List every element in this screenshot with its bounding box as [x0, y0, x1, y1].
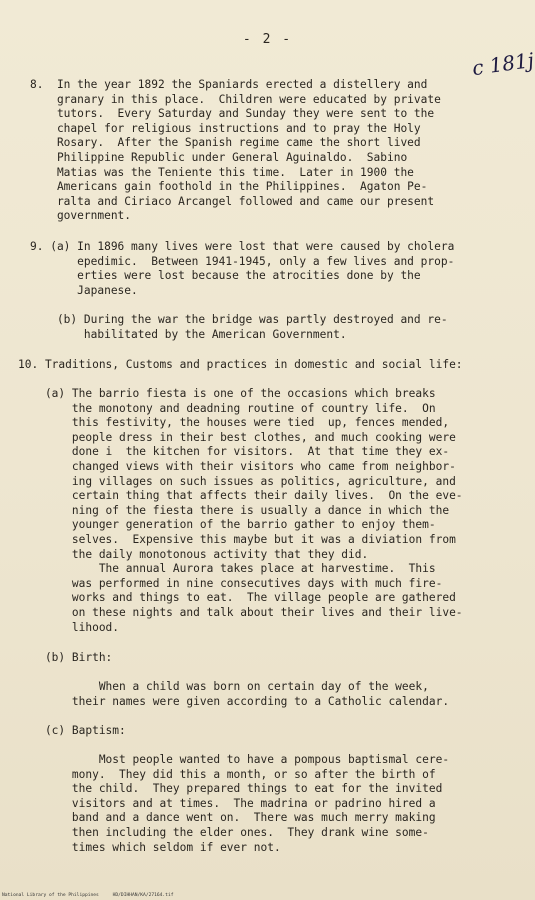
paragraph-p10c_body: [18, 753, 449, 855]
text-line: The annual Aurora takes place at harvestime. This: [18, 562, 436, 576]
text-line: visitors and at times. The madrina or padrino hired a: [18, 796, 436, 810]
paragraph-p10b_body: [18, 680, 449, 709]
paragraph-p9a: [30, 240, 454, 298]
text-line: Rosary. After the Spanish regime came the short lived: [30, 136, 421, 150]
text-line: When a child was born on certain day of the week,: [18, 680, 429, 693]
text-line: younger generation of the barrio gather to enjoy them-: [18, 518, 436, 532]
text-line: ralta and Ciriaco Arcangel followed and came our present: [30, 194, 435, 208]
text-line: was performed in nine consecutives days with much fire-: [18, 576, 443, 590]
text-line: (c) Baptism:: [18, 724, 126, 737]
text-line: tutors. Every Saturday and Sunday they were sent to the: [30, 107, 435, 121]
text-line: the monotony and deadning routine of country life. On: [18, 401, 436, 415]
text-line: ning of the fiesta there is usually a dance in which the: [18, 503, 450, 517]
text-line: then including the elder ones. They drank wine some-: [18, 825, 429, 839]
text-line: certain thing that affects their daily lives. On the eve-: [18, 489, 463, 503]
paragraph-p10: [18, 358, 463, 373]
text-line: erties were lost because the atrocities done by the: [30, 269, 421, 283]
text-line: Most people wanted to have a pompous baptismal cere-: [18, 753, 450, 766]
text-line: Americans gain foothold in the Philippines. Agaton Pe-: [30, 180, 428, 194]
paragraph-p10b: [18, 651, 112, 666]
text-line: changed views with their visitors who came from neighbor-: [18, 459, 456, 473]
text-line: works and things to eat. The village people are gathered: [18, 591, 456, 605]
paragraph-p9b: [30, 313, 448, 342]
text-line: government.: [30, 209, 132, 223]
paragraph-p8: [30, 78, 441, 224]
text-line: done i the kitchen for visitors. At that time they ex-: [18, 445, 450, 459]
text-line: times which seldom if ever not.: [18, 840, 281, 854]
text-line: the daily monotonous activity that they did.: [18, 547, 369, 561]
text-line: Japanese.: [30, 283, 138, 297]
paragraph-p10c: [18, 724, 126, 739]
text-line: 10. Traditions, Customs and practices in domestic and social life:: [18, 358, 463, 371]
text-line: band and a dance went on. There was much merry making: [18, 811, 436, 825]
paragraph-p10a: [18, 387, 463, 635]
text-line: on these nights and talk about their lives and their live-: [18, 605, 463, 619]
text-line: their names were given according to a Catholic calendar.: [18, 694, 450, 708]
text-line: (b) Birth:: [18, 651, 113, 664]
text-line: (a) The barrio fiesta is one of the occasions which breaks: [18, 387, 436, 400]
text-line: the child. They prepared things to eat for the invited: [18, 782, 443, 796]
text-line: 8. In the year 1892 the Spaniards erected a distellery and: [30, 78, 428, 91]
text-line: ing villages on such issues as politics, agriculture, and: [18, 474, 456, 488]
text-line: (b) During the war the bridge was partly destroyed and re-: [30, 313, 448, 326]
page-number: - 2 -: [242, 32, 293, 47]
text-line: selves. Expensive this maybe but it was a diviation from: [18, 532, 456, 546]
text-line: Matias was the Teniente this time. Later in 1900 the: [30, 165, 414, 179]
text-line: this festivity, the houses were tied up, fences mended,: [18, 416, 450, 430]
text-line: chapel for religious instructions and to pray the Holy: [30, 121, 421, 135]
text-line: lihood.: [18, 620, 120, 634]
text-line: granary in this place. Children were educated by private: [30, 92, 441, 106]
handwritten-note: c 181j: [470, 47, 535, 81]
text-line: 9. (a) In 1896 many lives were lost that were caused by cholera: [30, 240, 455, 253]
text-line: habilitated by the American Government.: [30, 327, 347, 341]
text-line: mony. They did this a month, or so after the birth of: [18, 767, 436, 781]
text-line: epedimic. Between 1941-1945, only a few lives and prop-: [30, 254, 455, 268]
text-line: people dress in their best clothes, and much cooking were: [18, 430, 456, 444]
scan-footer: National Library of the Philippines HD/DIHHAN/KA/27164.tif: [2, 893, 174, 898]
text-line: Philippine Republic under General Aguinaldo. Sabino: [30, 150, 408, 164]
